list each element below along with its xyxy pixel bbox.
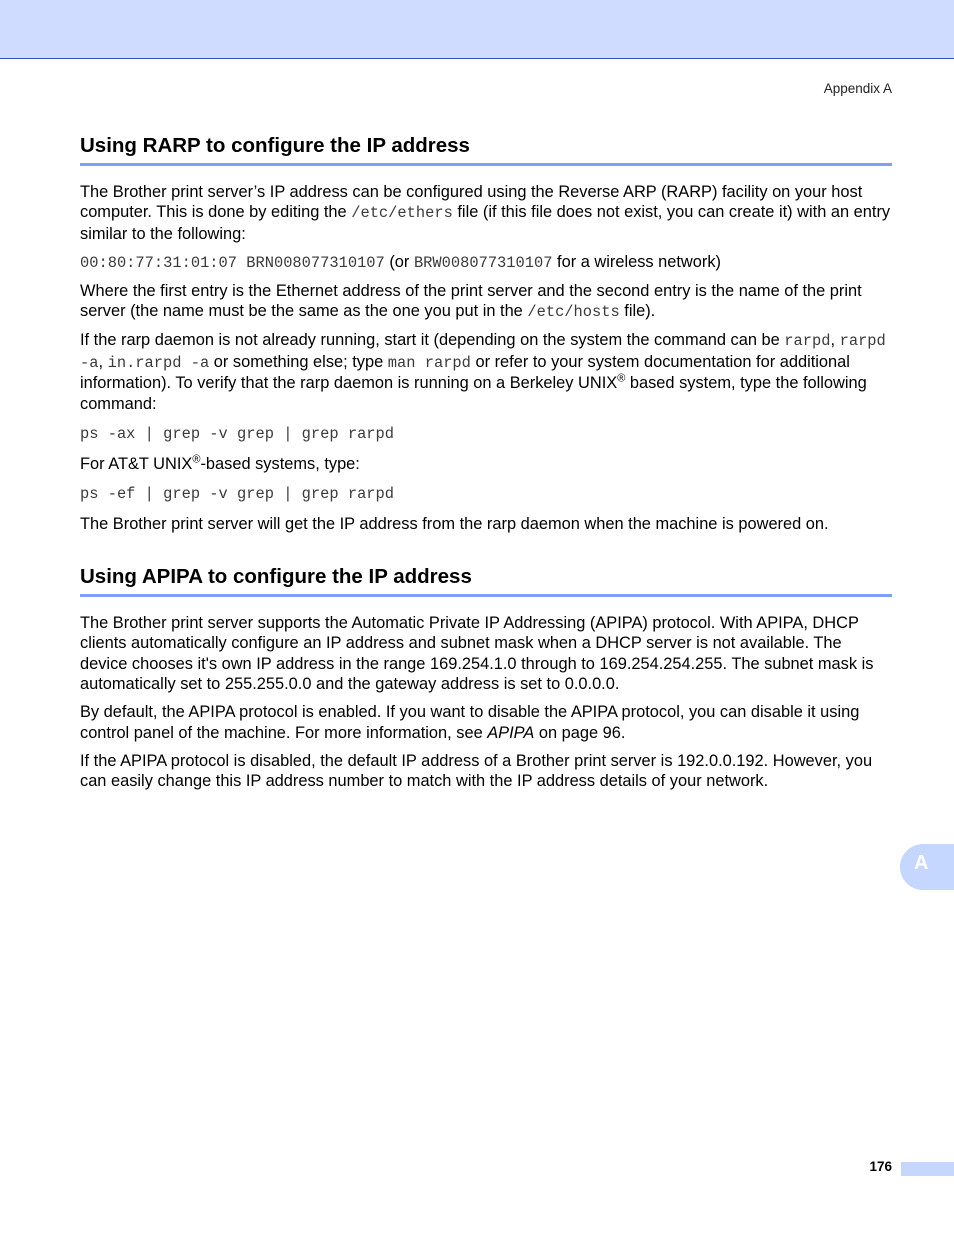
command-line-1: ps -ax | grep -v grep | grep rarpd: [80, 425, 395, 444]
path-etc-ethers: /etc/ethers: [351, 204, 453, 223]
command-line-2: ps -ef | grep -v grep | grep rarpd: [80, 485, 395, 504]
cmd-rarpd-a: rarpd -a: [80, 332, 886, 372]
apipa-paragraph-2: By default, the APIPA protocol is enabled. If you want to disable the APIPA protocol, you can disable it using control panel of the machine. For more information, see APIPA on page 96.: [80, 703, 860, 742]
rarp-paragraph-3: Where the first entry is the Ethernet address of the print server and the second entry is the name of the print server (the name must be the same as the one you put in the /etc/hosts file).: [80, 281, 862, 322]
section-heading-rarp: Using RARP to configure the IP address: [80, 134, 892, 166]
rarp-paragraph-2: 00:80:77:31:01:07 BRN008077310107 (or BRW008077310107 for a wireless network): [80, 252, 721, 272]
apipa-paragraph-3: If the APIPA protocol is disabled, the default IP address of a Brother print server is 192.0.0.192. However, you can easily change this IP address number to match with the IP address details of your network.: [80, 751, 873, 791]
running-header: Appendix A: [823, 81, 892, 96]
page-number-bar: [901, 1162, 954, 1176]
registered-mark: ®: [617, 372, 626, 385]
registered-mark: ®: [192, 453, 201, 466]
cmd-in-rarpd: in.rarpd -a: [107, 353, 210, 372]
section-heading-apipa: Using APIPA to configure the IP address: [80, 565, 892, 597]
chapter-tab-letter: A: [914, 852, 929, 874]
rarp-paragraph-5: For AT&T UNIX®-based systems, type:: [80, 453, 360, 473]
page-content: [80, 134, 892, 792]
cmd-man-rarpd: man rarpd: [387, 353, 471, 372]
page-number: 176: [869, 1159, 892, 1174]
rarp-paragraph-1: The Brother print server’s IP address can be configured using the Reverse ARP (RARP) facility on your host computer. This is done by editing the /etc/ethers file (if this file does not exist, you can create it) with an entry similar to the following:: [80, 182, 891, 243]
cmd-rarpd: rarpd: [784, 332, 831, 351]
path-etc-hosts: /etc/hosts: [527, 303, 620, 322]
apipa-paragraph-1: The Brother print server supports the Automatic Private IP Addressing (APIPA) protocol. With APIPA, DHCP clients automatically configure an IP address and subnet mask when a DHCP server is not available. The device chooses it's own IP address in the range 169.254.1.0 through to 169.254.254.255. The subnet mask is automatically set to 255.255.0.0 and the gateway address is set to 0.0.0.0.: [80, 613, 874, 694]
rarp-paragraph-6: The Brother print server will get the IP address from the rarp daemon when the machine is powered on.: [80, 514, 829, 533]
rarp-paragraph-4: If the rarp daemon is not already running, start it (depending on the system the command can be rarpd, rarpd -a, in.rarpd -a or something else; type man rarpd or refer to your system documentation for additional information). To verify that the rarp daemon is running on a Berkeley UNIX® based system, type the following command:: [80, 331, 886, 413]
wireless-name: BRW008077310107: [413, 253, 553, 272]
header-band: [0, 0, 954, 59]
ethers-entry: 00:80:77:31:01:07 BRN008077310107: [80, 253, 385, 272]
apipa-cross-reference[interactable]: APIPA: [487, 723, 535, 742]
